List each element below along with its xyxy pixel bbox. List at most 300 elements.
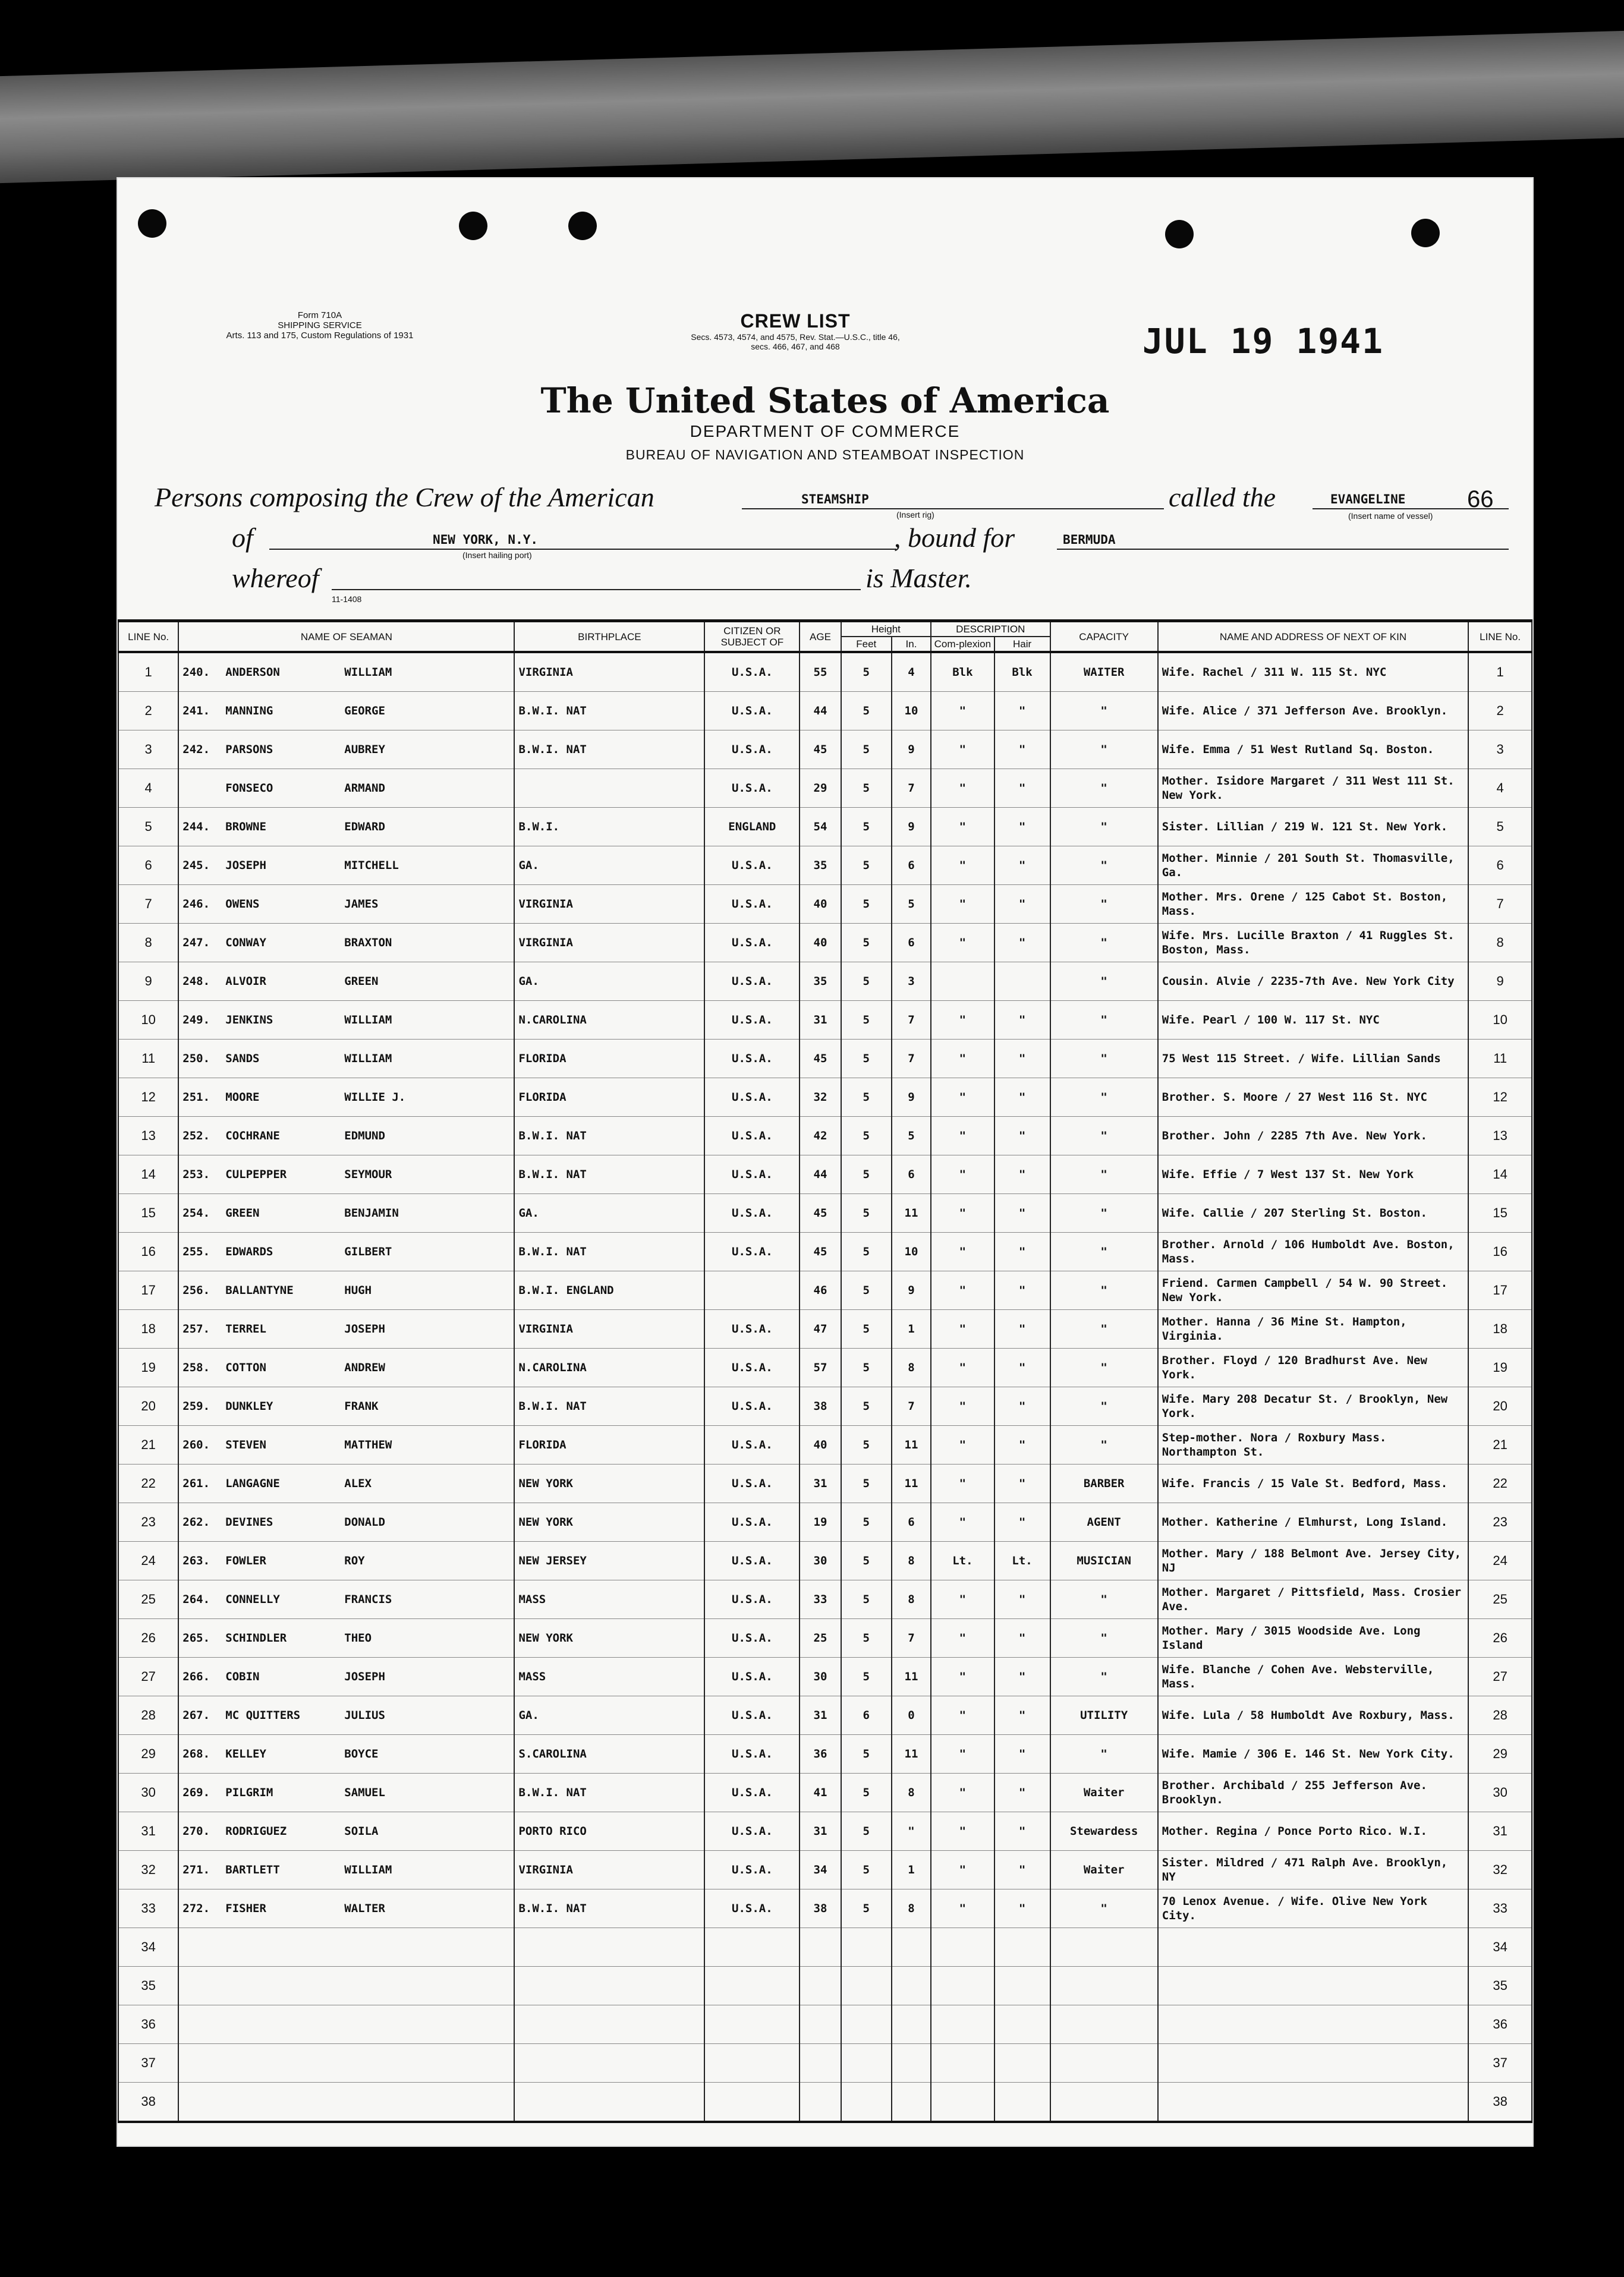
capacity: " <box>1050 1580 1158 1619</box>
col-line-no-right: LINE No. <box>1468 621 1532 653</box>
seaman-first-name: FRANK <box>344 1400 379 1413</box>
seaman-first-name: ALEX <box>344 1477 372 1490</box>
seaman-first-name: HUGH <box>344 1284 372 1297</box>
line-number: 12 <box>118 1078 178 1117</box>
col-birthplace: BIRTHPLACE <box>514 621 704 653</box>
line-number-right: 8 <box>1468 924 1532 962</box>
country-heading: The United States of America <box>540 380 1110 421</box>
complexion: " <box>931 769 994 808</box>
seaman-name <box>178 1658 514 1696</box>
capacity: UTILITY <box>1050 1696 1158 1735</box>
citizenship <box>704 2005 800 2044</box>
line-number-right: 19 <box>1468 1349 1532 1387</box>
birthplace: NEW YORK <box>514 1619 704 1658</box>
line-number: 16 <box>118 1233 178 1271</box>
height-feet: 5 <box>841 1001 892 1040</box>
line-number-right: 17 <box>1468 1271 1532 1310</box>
line-number: 5 <box>118 808 178 846</box>
hair <box>994 1967 1050 2005</box>
seaman-last-name: EDWARDS <box>225 1245 273 1258</box>
line-number: 34 <box>118 1928 178 1967</box>
seaman-number: 256. <box>182 1284 210 1297</box>
line-number: 30 <box>118 1774 178 1812</box>
seaman-last-name: MOORE <box>225 1091 260 1104</box>
capacity <box>1050 1928 1158 1967</box>
seaman-first-name: WALTER <box>344 1902 385 1915</box>
height-inches: 10 <box>892 692 931 730</box>
seaman-number: 249. <box>182 1013 210 1026</box>
height-inches: 6 <box>892 1503 931 1542</box>
height-feet: 5 <box>841 1117 892 1155</box>
seaman-number: 259. <box>182 1400 210 1413</box>
table-row <box>118 2005 1532 2044</box>
height-inches <box>892 1928 931 1967</box>
hair: " <box>994 1465 1050 1503</box>
birthplace: NEW YORK <box>514 1503 704 1542</box>
col-complexion: Com-plexion <box>931 637 994 652</box>
next-of-kin: Wife. Alice / 371 Jefferson Ave. Brooklyn. <box>1158 692 1469 730</box>
hair: " <box>994 1233 1050 1271</box>
seaman-last-name: PARSONS <box>225 743 273 756</box>
date-stamp: JUL 19 1941 <box>1142 321 1384 361</box>
seaman-name <box>178 962 514 1001</box>
next-of-kin: Wife. Mary 208 Decatur St. / Brooklyn, New York. <box>1158 1387 1469 1426</box>
complexion: " <box>931 1426 994 1465</box>
seaman-first-name: WILLIAM <box>344 1052 392 1065</box>
complexion: " <box>931 1194 994 1233</box>
crew-list-form <box>118 178 1532 2146</box>
complexion: Blk <box>931 652 994 692</box>
complexion: " <box>931 1310 994 1349</box>
birthplace: VIRGINIA <box>514 885 704 924</box>
birthplace: VIRGINIA <box>514 924 704 962</box>
table-row <box>118 1001 1532 1040</box>
table-row <box>118 1658 1532 1696</box>
line-number-right: 20 <box>1468 1387 1532 1426</box>
complexion: " <box>931 1001 994 1040</box>
line-number-right: 9 <box>1468 962 1532 1001</box>
complexion: " <box>931 1078 994 1117</box>
height-inches: 8 <box>892 1774 931 1812</box>
height-feet: 5 <box>841 692 892 730</box>
height-inches: 4 <box>892 652 931 692</box>
birthplace: GA. <box>514 1696 704 1735</box>
capacity: " <box>1050 730 1158 769</box>
next-of-kin: Wife. Callie / 207 Sterling St. Boston. <box>1158 1194 1469 1233</box>
citizenship <box>704 1271 800 1310</box>
age <box>800 2083 841 2122</box>
line-number-right: 21 <box>1468 1426 1532 1465</box>
height-feet: 5 <box>841 1233 892 1271</box>
col-line-no: LINE No. <box>118 621 178 653</box>
age: 55 <box>800 652 841 692</box>
seaman-first-name: ROY <box>344 1554 365 1567</box>
next-of-kin: Mother. Hanna / 36 Mine St. Hampton, Virginia. <box>1158 1310 1469 1349</box>
line-number: 31 <box>118 1812 178 1851</box>
citizenship: U.S.A. <box>704 1349 800 1387</box>
line-number: 9 <box>118 962 178 1001</box>
hailing-port-line <box>269 549 896 550</box>
complexion: " <box>931 1774 994 1812</box>
citizenship: U.S.A. <box>704 1465 800 1503</box>
table-row <box>118 1503 1532 1542</box>
col-description: DESCRIPTION <box>931 621 1050 637</box>
seaman-name <box>178 1465 514 1503</box>
seaman-last-name: FISHER <box>225 1902 266 1915</box>
destination: BERMUDA <box>1063 533 1116 547</box>
seaman-last-name: MANNING <box>225 704 273 717</box>
next-of-kin: Brother. S. Moore / 27 West 116 St. NYC <box>1158 1078 1469 1117</box>
next-of-kin: Mother. Mary / 3015 Woodside Ave. Long Island <box>1158 1619 1469 1658</box>
seaman-number: 257. <box>182 1322 210 1336</box>
birthplace: B.W.I. NAT <box>514 1155 704 1194</box>
height-feet: 5 <box>841 808 892 846</box>
department-heading: DEPARTMENT OF COMMERCE <box>690 422 961 440</box>
seaman-last-name: DUNKLEY <box>225 1400 273 1413</box>
seaman-number: 246. <box>182 897 210 911</box>
citizenship: U.S.A. <box>704 962 800 1001</box>
height-inches: 9 <box>892 730 931 769</box>
height-feet: 5 <box>841 1271 892 1310</box>
complexion <box>931 1928 994 1967</box>
complexion <box>931 1967 994 2005</box>
capacity <box>1050 1967 1158 2005</box>
seaman-last-name: OWENS <box>225 897 260 911</box>
line-number: 22 <box>118 1465 178 1503</box>
birthplace: NEW YORK <box>514 1465 704 1503</box>
table-row <box>118 1040 1532 1078</box>
line-number: 18 <box>118 1310 178 1349</box>
seaman-name <box>178 1580 514 1619</box>
height-inches: 8 <box>892 1889 931 1928</box>
line-number: 33 <box>118 1889 178 1928</box>
line-number-right: 1 <box>1468 652 1532 692</box>
next-of-kin: 75 West 115 Street. / Wife. Lillian Sands <box>1158 1040 1469 1078</box>
seaman-last-name: CONNELLY <box>225 1593 280 1606</box>
seaman-first-name: BRAXTON <box>344 936 392 949</box>
next-of-kin: Brother. John / 2285 7th Ave. New York. <box>1158 1117 1469 1155</box>
seaman-first-name: JOSEPH <box>344 1322 385 1336</box>
hailing-port: NEW YORK, N.Y. <box>433 533 539 547</box>
citizenship: U.S.A. <box>704 1233 800 1271</box>
seaman-name <box>178 1967 514 2005</box>
seaman-first-name: BOYCE <box>344 1747 379 1760</box>
seaman-name <box>178 808 514 846</box>
age: 35 <box>800 846 841 885</box>
birthplace: FLORIDA <box>514 1040 704 1078</box>
age: 40 <box>800 885 841 924</box>
height-feet: 5 <box>841 1774 892 1812</box>
vessel-name-hint: (Insert name of vessel) <box>1348 511 1433 521</box>
seaman-first-name: DONALD <box>344 1516 385 1529</box>
seaman-name <box>178 2005 514 2044</box>
seaman-number: 241. <box>182 704 210 717</box>
citizenship: U.S.A. <box>704 1040 800 1078</box>
seaman-first-name: JOSEPH <box>344 1670 385 1683</box>
complexion: " <box>931 885 994 924</box>
line-number-right: 34 <box>1468 1928 1532 1967</box>
height-inches: 11 <box>892 1465 931 1503</box>
citizenship: U.S.A. <box>704 1658 800 1696</box>
age: 44 <box>800 1155 841 1194</box>
line-number: 8 <box>118 924 178 962</box>
hair: " <box>994 692 1050 730</box>
complexion: " <box>931 1889 994 1928</box>
hair: Blk <box>994 652 1050 692</box>
line-number-right: 38 <box>1468 2083 1532 2122</box>
line-number: 28 <box>118 1696 178 1735</box>
birthplace: GA. <box>514 962 704 1001</box>
complexion <box>931 2005 994 2044</box>
vessel-number: 66 <box>1467 486 1494 512</box>
hair: " <box>994 1812 1050 1851</box>
table-row <box>118 885 1532 924</box>
capacity: " <box>1050 1233 1158 1271</box>
complexion: " <box>931 1658 994 1696</box>
seaman-first-name: FRANCIS <box>344 1593 392 1606</box>
complexion: " <box>931 1040 994 1078</box>
seaman-name <box>178 924 514 962</box>
citizenship: ENGLAND <box>704 808 800 846</box>
birthplace <box>514 1967 704 2005</box>
height-inches: 5 <box>892 885 931 924</box>
next-of-kin <box>1158 2005 1469 2044</box>
line-number-right: 33 <box>1468 1889 1532 1928</box>
capacity: " <box>1050 846 1158 885</box>
seaman-number: 261. <box>182 1477 210 1490</box>
age: 30 <box>800 1658 841 1696</box>
age: 31 <box>800 1696 841 1735</box>
form-number: Form 710A <box>297 310 342 320</box>
seaman-name <box>178 1117 514 1155</box>
col-feet: Feet <box>841 637 892 652</box>
table-row <box>118 1233 1532 1271</box>
seaman-number: 248. <box>182 975 210 988</box>
hair: " <box>994 1271 1050 1310</box>
seaman-name <box>178 1851 514 1889</box>
seaman-number: 272. <box>182 1902 210 1915</box>
line-number: 4 <box>118 769 178 808</box>
seaman-last-name: MC QUITTERS <box>225 1709 301 1722</box>
hair <box>994 2083 1050 2122</box>
height-inches: 1 <box>892 1310 931 1349</box>
seaman-first-name: ARMAND <box>344 782 385 795</box>
birthplace: PORTO RICO <box>514 1812 704 1851</box>
line-number-right: 5 <box>1468 808 1532 846</box>
height-feet: 5 <box>841 730 892 769</box>
complexion: " <box>931 1349 994 1387</box>
birthplace <box>514 2083 704 2122</box>
citizenship: U.S.A. <box>704 1387 800 1426</box>
capacity: AGENT <box>1050 1503 1158 1542</box>
rig-hint: (Insert rig) <box>896 510 934 519</box>
table-row <box>118 1774 1532 1812</box>
hair: " <box>994 1696 1050 1735</box>
hair: " <box>994 1310 1050 1349</box>
age: 31 <box>800 1812 841 1851</box>
citizenship: U.S.A. <box>704 652 800 692</box>
seaman-number: 260. <box>182 1438 210 1451</box>
hair: " <box>994 1387 1050 1426</box>
height-inches: 7 <box>892 1387 931 1426</box>
seaman-last-name: TERREL <box>225 1322 266 1336</box>
line-number-right: 7 <box>1468 885 1532 924</box>
table-row <box>118 1310 1532 1349</box>
called-the-label: called the <box>1169 482 1276 512</box>
seaman-name <box>178 652 514 692</box>
hair <box>994 962 1050 1001</box>
seaman-first-name: EDMUND <box>344 1129 385 1142</box>
height-feet: 5 <box>841 1078 892 1117</box>
citizenship: U.S.A. <box>704 1542 800 1580</box>
seaman-name <box>178 1503 514 1542</box>
height-feet <box>841 2083 892 2122</box>
seaman-first-name: EDWARD <box>344 820 385 833</box>
seaman-number: 263. <box>182 1554 210 1567</box>
seaman-number: 244. <box>182 820 210 833</box>
seaman-number: 240. <box>182 666 210 679</box>
line-number-right: 29 <box>1468 1735 1532 1774</box>
citizenship: U.S.A. <box>704 885 800 924</box>
birthplace: GA. <box>514 846 704 885</box>
line-number: 32 <box>118 1851 178 1889</box>
capacity: BARBER <box>1050 1465 1158 1503</box>
height-feet: 5 <box>841 1889 892 1928</box>
height-feet <box>841 1967 892 2005</box>
table-row <box>118 1194 1532 1233</box>
complexion <box>931 2083 994 2122</box>
seaman-number: 271. <box>182 1863 210 1876</box>
capacity: MUSICIAN <box>1050 1542 1158 1580</box>
birthplace: VIRGINIA <box>514 652 704 692</box>
punch-hole <box>1165 220 1194 248</box>
height-inches <box>892 2044 931 2083</box>
capacity: Stewardess <box>1050 1812 1158 1851</box>
height-inches: 7 <box>892 1040 931 1078</box>
seaman-name <box>178 1812 514 1851</box>
age: 45 <box>800 1194 841 1233</box>
citizenship: U.S.A. <box>704 1117 800 1155</box>
col-name: NAME OF SEAMAN <box>178 621 514 653</box>
next-of-kin: Mother. Minnie / 201 South St. Thomasville, Ga. <box>1158 846 1469 885</box>
table-row <box>118 652 1532 692</box>
height-inches: 5 <box>892 1117 931 1155</box>
birthplace: B.W.I. NAT <box>514 1117 704 1155</box>
height-inches: 9 <box>892 808 931 846</box>
seaman-first-name: SOILA <box>344 1825 379 1838</box>
seaman-last-name: FOWLER <box>225 1554 266 1567</box>
crew-table <box>118 619 1532 2123</box>
height-feet: 6 <box>841 1696 892 1735</box>
seaman-name <box>178 1928 514 1967</box>
capacity: " <box>1050 1194 1158 1233</box>
capacity <box>1050 2044 1158 2083</box>
height-inches: 11 <box>892 1658 931 1696</box>
seaman-first-name: BENJAMIN <box>344 1207 399 1220</box>
seaman-last-name: STEVEN <box>225 1438 266 1451</box>
seaman-last-name: SANDS <box>225 1052 260 1065</box>
next-of-kin: Wife. Mamie / 306 E. 146 St. New York City. <box>1158 1735 1469 1774</box>
height-inches: 8 <box>892 1542 931 1580</box>
seaman-first-name: JULIUS <box>344 1709 385 1722</box>
birthplace: N.CAROLINA <box>514 1001 704 1040</box>
line-number-right: 31 <box>1468 1812 1532 1851</box>
citizenship: U.S.A. <box>704 1812 800 1851</box>
hair <box>994 2005 1050 2044</box>
capacity: " <box>1050 1387 1158 1426</box>
height-feet: 5 <box>841 1426 892 1465</box>
line-number-right: 30 <box>1468 1774 1532 1812</box>
table-row <box>118 846 1532 885</box>
form-regulation: Arts. 113 and 175, Custom Regulations of 1931 <box>226 330 414 341</box>
complexion: " <box>931 1580 994 1619</box>
age: 32 <box>800 1078 841 1117</box>
line-number-right: 32 <box>1468 1851 1532 1889</box>
next-of-kin: Mother. Regina / Ponce Porto Rico. W.I. <box>1158 1812 1469 1851</box>
crew-table-header <box>118 621 1532 653</box>
line-number-right: 6 <box>1468 846 1532 885</box>
capacity: " <box>1050 769 1158 808</box>
citizenship: U.S.A. <box>704 1001 800 1040</box>
seaman-first-name: SAMUEL <box>344 1786 385 1799</box>
seaman-name <box>178 2044 514 2083</box>
seaman-number: 242. <box>182 743 210 756</box>
height-inches: 10 <box>892 1233 931 1271</box>
height-feet: 5 <box>841 1735 892 1774</box>
seaman-name <box>178 1271 514 1310</box>
complexion: " <box>931 1233 994 1271</box>
hair: Lt. <box>994 1542 1050 1580</box>
seaman-number: 247. <box>182 936 210 949</box>
seaman-last-name: BROWNE <box>225 820 266 833</box>
hair: " <box>994 1426 1050 1465</box>
table-row <box>118 924 1532 962</box>
seaman-number: 268. <box>182 1747 210 1760</box>
is-master-label: is Master. <box>865 563 972 593</box>
age: 38 <box>800 1889 841 1928</box>
next-of-kin: Mother. Mrs. Orene / 125 Cabot St. Boston, Mass. <box>1158 885 1469 924</box>
table-row <box>118 2083 1532 2122</box>
height-feet: 5 <box>841 1851 892 1889</box>
hair: " <box>994 1194 1050 1233</box>
age <box>800 2005 841 2044</box>
age: 31 <box>800 1001 841 1040</box>
bureau-heading: BUREAU OF NAVIGATION AND STEAMBOAT INSPECTION <box>625 447 1025 462</box>
birthplace <box>514 2044 704 2083</box>
line-number-right: 37 <box>1468 2044 1532 2083</box>
hair: " <box>994 1735 1050 1774</box>
age: 31 <box>800 1465 841 1503</box>
complexion: " <box>931 1503 994 1542</box>
next-of-kin: Mother. Isidore Margaret / 311 West 111 St. New York. <box>1158 769 1469 808</box>
complexion: " <box>931 1387 994 1426</box>
height-inches: 9 <box>892 1078 931 1117</box>
next-of-kin <box>1158 2044 1469 2083</box>
seaman-name <box>178 885 514 924</box>
next-of-kin: Mother. Margaret / Pittsfield, Mass. Crosier Ave. <box>1158 1580 1469 1619</box>
capacity: " <box>1050 1658 1158 1696</box>
birthplace: GA. <box>514 1194 704 1233</box>
seaman-last-name: CONWAY <box>225 936 266 949</box>
hair: " <box>994 1889 1050 1928</box>
seaman-first-name: GREEN <box>344 975 379 988</box>
line-number-right: 35 <box>1468 1967 1532 2005</box>
complexion: " <box>931 1851 994 1889</box>
seaman-number: 262. <box>182 1516 210 1529</box>
line-number-right: 10 <box>1468 1001 1532 1040</box>
age: 33 <box>800 1580 841 1619</box>
seaman-number: 251. <box>182 1091 210 1104</box>
